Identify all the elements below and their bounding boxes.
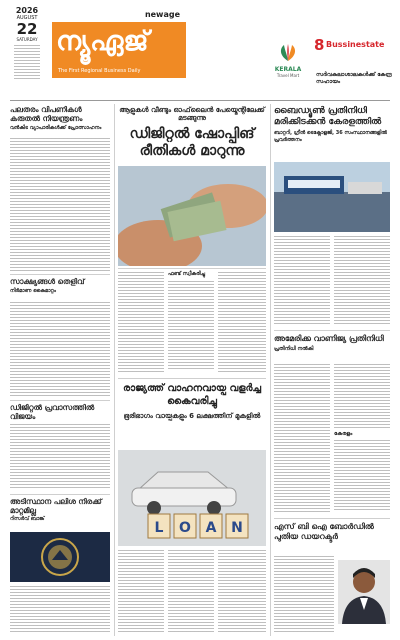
director-portrait [338, 560, 390, 624]
svg-text:N: N [231, 520, 243, 536]
article-right-small [334, 364, 390, 510]
center-loan-body-3 [218, 550, 266, 634]
person-portrait-icon [338, 560, 390, 624]
date-meta [14, 45, 40, 81]
kerala-travel-logo [266, 44, 310, 80]
left-bottom-subhead: റിസർവ് ബാങ്ക് [10, 516, 45, 523]
right-small-headline: കേരളം [334, 431, 353, 437]
divider [10, 400, 110, 401]
article-center-box [168, 272, 214, 369]
kerala-leaf-icon [276, 44, 300, 62]
center-loan-body-2 [168, 550, 214, 634]
svg-text:L: L [154, 520, 164, 536]
column-rule-2 [270, 104, 271, 636]
article-left-mid2 [10, 404, 110, 421]
center-loan-body-1 [118, 550, 164, 634]
center-main-kicker: ആളുകൾ വീണ്ടും ഓഫ്‌ലൈൻ പേയ്മെന്റിലേക്ക് മടങ്ങുന്നു [119, 106, 265, 123]
left-bottom-headline: അടിസ്ഥാന പലിശ നിരക്ക് മാറ്റമില്ല [10, 497, 102, 515]
center-body-col-3 [218, 272, 266, 372]
right-bottom-body [274, 556, 334, 634]
center-body-col-1 [118, 272, 164, 372]
left-mid-headline: സാക്ഷ്യങ്ങൾ തെളിവ് [10, 277, 85, 286]
section-name: Bussinestate [326, 40, 385, 49]
divider [274, 330, 390, 331]
money-photo [118, 166, 266, 266]
left-top-headline: പലതരം വിപണികൾ കരുതൽ നിയന്ത്രണം [10, 105, 83, 123]
masthead-rule [10, 100, 390, 101]
right-top-body-2 [334, 236, 390, 326]
car-loan-icon [118, 450, 266, 546]
divider [10, 494, 110, 495]
right-bottom-headline: എസ് ബി ഐ ബോർഡിൽ പുതിയ ഡയറക്ടർ [274, 522, 374, 541]
article-center-main [118, 106, 266, 160]
newspaper-logo [52, 10, 186, 78]
svg-text:O: O [179, 520, 191, 536]
right-small-body-a [334, 364, 390, 428]
rbi-logo-image [10, 532, 110, 582]
kerala-logo-text: KERALA [274, 66, 302, 73]
right-top-body-1 [274, 236, 330, 326]
right-top-headline: ബൈഡ്യൂൺ പ്രതിനിധി മരിക്കിടക്കൻ കേരളത്തിൽ [274, 106, 382, 127]
right-small-body-b [334, 440, 390, 510]
divider [118, 268, 266, 269]
loan-photo [118, 450, 266, 546]
right-mid-subhead: പ്രതിനിധി നൽകി [274, 346, 314, 352]
kerala-logo-sub: Travel Mart [276, 73, 300, 78]
left-bottom-body [10, 586, 110, 634]
center-box-headline: ഫണ്ട് സ്വീകരിച്ചു [168, 271, 206, 277]
date-year: 2026 [15, 6, 39, 15]
date-block [14, 6, 40, 92]
right-top-subhead: ബാറ്ററി, ഗ്രീൻ ടെക്നോളജി, 36 സംസ്ഥാനങ്ങളിൽ പ്രവർത്തനം [274, 130, 387, 143]
article-left-bottom [10, 498, 110, 522]
left-mid2-body [10, 424, 110, 490]
article-right-mid [274, 334, 390, 352]
factory-building-icon [274, 162, 390, 232]
center-loan-subhead: ഭൂരിഭാഗം വായ്പകളും 6 ലക്ഷത്തിന് മുകളിൽ [123, 412, 261, 420]
ad-caption: സർവകലാശാലകൾക്ക് കേന്ദ്ര സഹായം [316, 72, 392, 85]
newage-tag: newage [144, 10, 180, 19]
date-day: 22 [16, 20, 38, 38]
article-right-bottom [274, 522, 390, 542]
date-month: AUGUST [16, 15, 38, 21]
rbi-emblem-icon [10, 532, 110, 582]
center-box-body [168, 281, 214, 369]
newspaper-tagline: The First Regional Business Daily [58, 68, 141, 74]
right-mid-headline: അമേരിക്ക വാണിജ്യ പ്രതിനിധി [274, 334, 384, 343]
article-right-top [274, 106, 390, 144]
right-mid-body-1 [274, 364, 330, 514]
cash-in-hand-icon [118, 166, 266, 266]
left-top-body [10, 138, 110, 272]
article-left-top [10, 106, 110, 131]
left-mid-body [10, 302, 110, 398]
center-loan-headline: രാജ്യത്ത് വാഹനവായ്പ വളർച്ച കൈവരിച്ചു [122, 383, 262, 407]
center-main-headline: ഡിജിറ്റൽ ഷോപ്പിങ് രീതികൾ മാറുന്നു [129, 126, 255, 160]
date-weekday: SATURDAY [16, 37, 38, 42]
page-number: 8 [314, 36, 325, 54]
article-center-loan [118, 382, 266, 420]
divider [118, 378, 266, 379]
left-mid-subhead: നിർമാണ കൈമാറ്റം [10, 287, 56, 294]
left-mid2-headline: ഡിജിറ്റൽ പ്രവാസത്തിൽ വിജയം [10, 403, 95, 421]
column-rule-1 [114, 104, 115, 636]
divider [274, 518, 390, 519]
newspaper-title: ന്യൂഏജ് [56, 26, 149, 57]
divider [10, 274, 110, 275]
svg-text:A: A [205, 520, 217, 536]
left-top-subhead: വൻകിട വ്യാപാരികൾക്ക് പ്രോത്സാഹനം [10, 125, 102, 132]
article-left-mid [10, 278, 110, 294]
masthead [0, 0, 400, 100]
factory-photo [274, 162, 390, 232]
